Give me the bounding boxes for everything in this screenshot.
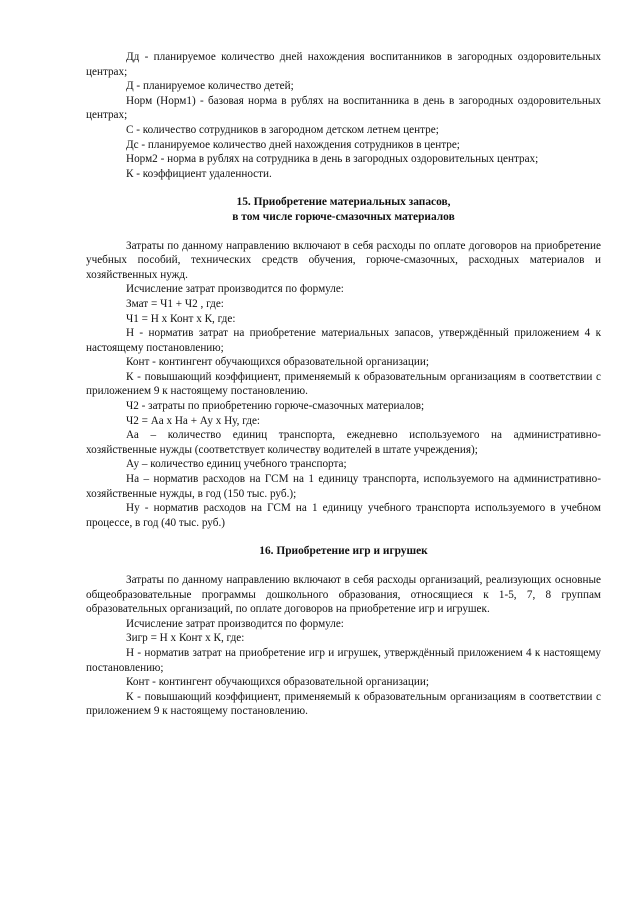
section-16-paragraph: Затраты по данному направлению включают в себя расходы организаций, реализующих основные общеобразовательные программы дошкольного образования, относящиеся к 1-5, 7, 8 группам образовательных организаций, по оплате договоров на приобретение игр и игрушек. (86, 574, 601, 616)
section-15-title-line2: в том числе горюче-смазочных материалов (232, 210, 455, 223)
definition-d: Д - планируемое количество детей; (126, 80, 294, 93)
document-page (86, 50, 601, 719)
section-15 (86, 195, 601, 530)
definition-dd: Дд - планируемое количество дней нахождения воспитанников в загородных оздоровительных центрах; (86, 51, 601, 78)
definition-k: К - коэффициент удаленности. (126, 167, 272, 180)
section-16-paragraph: Исчисление затрат производится по формуле: (126, 617, 344, 630)
definition-norm2: Норм2 - норма в рублях на сотрудника в день в загородных оздоровительных центрах; (126, 153, 539, 166)
definition-norm: Норм (Норм1) - базовая норма в рублях на воспитанника в день в загородных оздоровительных центрах; (86, 94, 601, 122)
formula-zmat: Змат = Ч1 + Ч2 , где: (126, 297, 224, 310)
definition-c: С - количество сотрудников в загородном детском летнем центре; (126, 123, 439, 136)
section-16-paragraph: Н - норматив затрат на приобретение игр и игрушек, утверждённый приложением 4 к настоящему постановлению; (86, 646, 601, 674)
intro-definitions (86, 50, 601, 181)
formula-ch2: Ч2 = Аа х На + Ау х Ну, где: (126, 414, 261, 427)
section-16 (86, 544, 601, 719)
section-16-paragraph: Конт - контингент обучающихся образовательной организации; (126, 676, 429, 689)
section-15-paragraph: На – норматив расходов на ГСМ на 1 единицу транспорта, используемого на административно-хозяйственные нужды, в год (150 тыс. руб.); (86, 473, 601, 500)
section-15-paragraph: Конт - контингент обучающихся образовательной организации; (126, 356, 429, 369)
definition-dc: Дс - планируемое количество дней нахождения сотрудников в центре; (126, 138, 460, 151)
section-15-paragraph: Затраты по данному направлению включают в себя расходы по оплате договоров на приобретение учебных пособий, технических средств обучения, горюче-смазочных, расходных материалов и хозяйственных нужд. (86, 239, 601, 281)
section-15-paragraph: Исчисление затрат производится по формуле: (126, 283, 344, 296)
section-15-paragraph: Ч2 - затраты по приобретению горюче-смазочных материалов; (126, 400, 425, 413)
section-15-title-line1: 15. Приобретение материальных запасов, (236, 196, 451, 209)
section-15-paragraph: Ну - норматив расходов на ГСМ на 1 единицу учебного транспорта используемого в учебном процессе, в год (40 тыс. руб.) (86, 502, 601, 529)
section-15-paragraph: Ау – количество единиц учебного транспорта; (126, 458, 347, 471)
section-16-paragraph: К - повышающий коэффициент, применяемый к образовательным организациям в соответствии с приложением 9 к настоящему постановлению. (86, 690, 601, 718)
section-16-title: 16. Приобретение игр и игрушек (259, 545, 428, 558)
formula-ch1: Ч1 = Н х Конт х К, где: (126, 312, 236, 325)
formula-zigr: Зигр = Н х Конт х К, где: (126, 632, 245, 645)
section-15-paragraph: Аа – количество единиц транспорта, ежедневно используемого на административно-хозяйственные нужды (соответствует количеству водителей в штате учреждения); (86, 429, 601, 456)
section-15-paragraph: Н - норматив затрат на приобретение материальных запасов, утверждённый приложением 4 к настоящему постановлению; (86, 327, 601, 354)
section-15-paragraph: К - повышающий коэффициент, применяемый к образовательным организациям в соответствии с приложением 9 к настоящему постановлению. (86, 370, 601, 398)
